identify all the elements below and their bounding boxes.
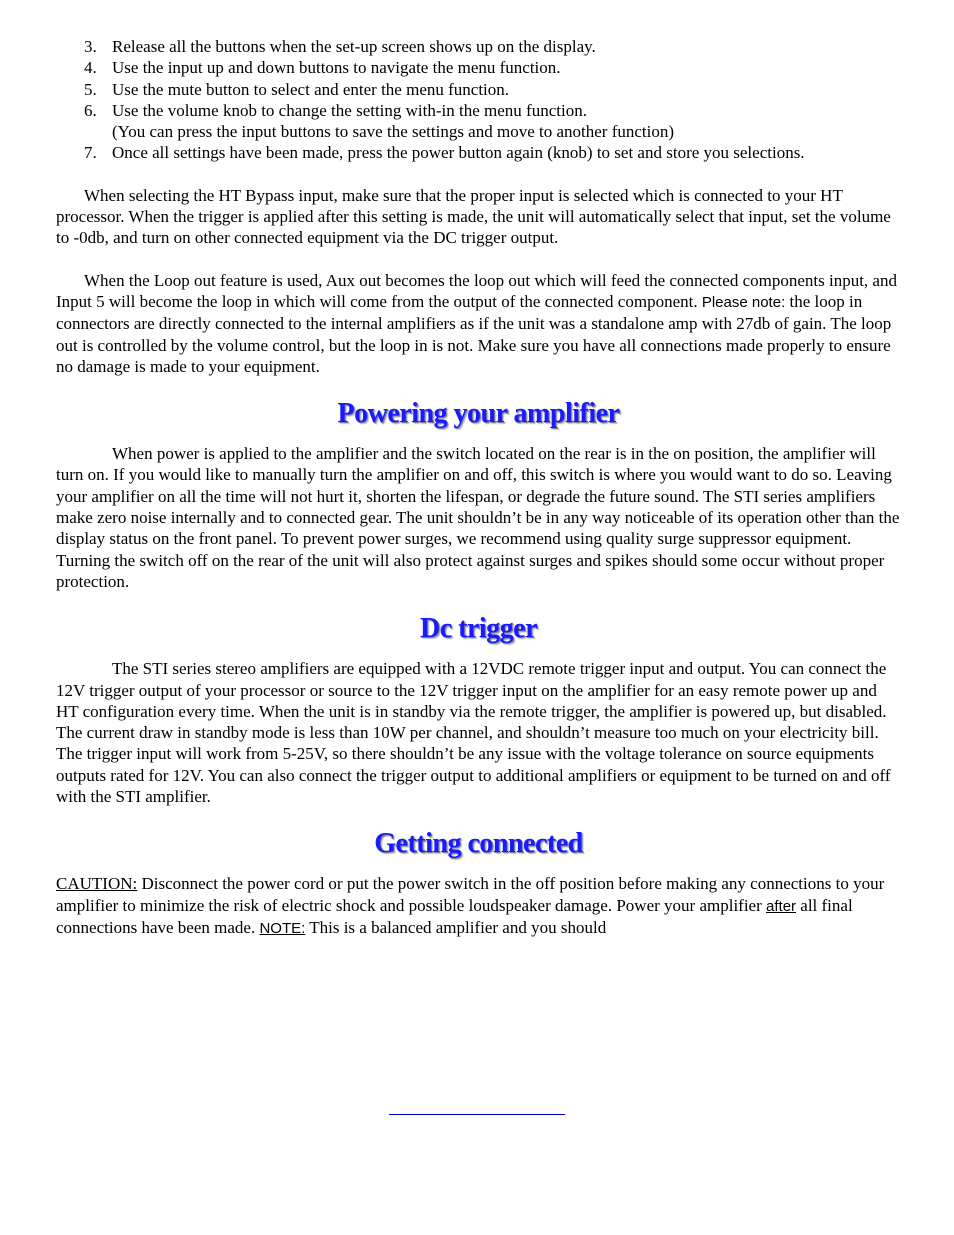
- loop-text-after: the loop in connectors are directly connected to the internal amplifiers as if the unit was a standalone amp with 27db of gain. The loop out is controlled by the volume control, but the loop in is not. Make sure you have all connections made properly to ensure no damage is made to your equipment.: [56, 291, 892, 376]
- footer-rule: [389, 1114, 565, 1115]
- caution-paragraph: [56, 873, 901, 939]
- section-heading-dc-trigger: Dc trigger: [419, 613, 538, 645]
- loop-text-before: When the Loop out feature is used, Aux out becomes the loop out which will feed the connected components input, and Input 5 will become the loop in which will come from the output of the connected component.: [56, 270, 897, 311]
- list-item: [56, 57, 901, 78]
- dc-trigger-paragraph: The STI series stereo amplifiers are equipped with a 12VDC remote trigger input and output. You can connect the 12V trigger output of your processor or source to the 12V trigger input on the amplifier for an easy remote power up and HT configuration every time. When the unit is in standby via the remote trigger, the amplifier is powered up, but disabled. The current draw in standby mode is less than 10W per channel, and shouldn’t measure too much on your electricity bill. The trigger input will work from 5-25V, so there shouldn’t be any issue with the voltage tolerance on source equipments outputs rated for 12V. You can also connect the trigger output to additional amplifiers or equipment to be turned on and off with the STI amplifier.: [56, 659, 891, 807]
- caution-label: CAUTION:: [56, 874, 138, 894]
- loop-paragraph: [56, 270, 901, 377]
- list-item: [56, 100, 901, 143]
- list-item: [56, 79, 901, 100]
- step-text: Use the volume knob to change the setting with-in the menu function.: [112, 100, 587, 120]
- step-subtext: (You can press the input buttons to save the settings and move to another function): [112, 122, 675, 142]
- please-note-label: Please note:: [701, 293, 786, 311]
- step-text: Release all the buttons when the set-up screen shows up on the display.: [112, 37, 596, 56]
- section-heading-powering: Powering your amplifier: [337, 398, 620, 430]
- note-text: This is a balanced amplifier and you should: [305, 917, 607, 937]
- caution-text-continued: all final connections have been made.: [56, 895, 853, 937]
- list-item: [56, 36, 901, 57]
- after-emphasis: after: [766, 897, 797, 915]
- step-number: 6.: [84, 100, 97, 120]
- list-item: [56, 142, 901, 163]
- step-number: 5.: [84, 79, 97, 99]
- step-text: Once all settings have been made, press the power button again (knob) to set and store you selections.: [112, 143, 805, 163]
- powering-paragraph: When power is applied to the amplifier and the switch located on the rear is in the on position, the amplifier will turn on. If you would like to manually turn the amplifier on and off, this switch is where you would want to do so. Leaving your amplifier on all the time will not hurt it, shorten the lifespan, or degrade the future sound. The STI series amplifiers make zero noise internally and to connected gear. The unit shouldn’t be in any way noticeable of its operation other than the display status on the front panel. To prevent power surges, we recommend using quality surge suppressor equipment. Turning the switch off on the rear of the unit will also protect against surges and spikes should some occur without proper protection.: [56, 444, 900, 591]
- step-text: Use the input up and down buttons to navigate the menu function.: [112, 58, 561, 78]
- step-number: 7.: [84, 143, 97, 163]
- step-number: 3.: [84, 37, 97, 56]
- note-label: NOTE:: [259, 919, 306, 937]
- step-number: 4.: [84, 58, 97, 78]
- section-heading-getting-connected: Getting connected: [374, 828, 583, 860]
- step-text: Use the mute button to select and enter the menu function.: [112, 79, 510, 99]
- caution-text: Disconnect the power cord or put the power switch in the off position before making any connections to your amplifier to minimize the risk of electric shock and possible loudspeaker damage. Power your amplifier: [56, 874, 885, 915]
- setup-steps-list: [56, 36, 901, 164]
- document-page: [56, 36, 901, 939]
- ht-bypass-paragraph: When selecting the HT Bypass input, make sure that the proper input is selected which is connected to your HT processor. When the trigger is applied after this setting is made, the unit will automatically select that input, set the volume to -0db, and turn on other connected equipment via the DC trigger output.: [56, 185, 891, 248]
